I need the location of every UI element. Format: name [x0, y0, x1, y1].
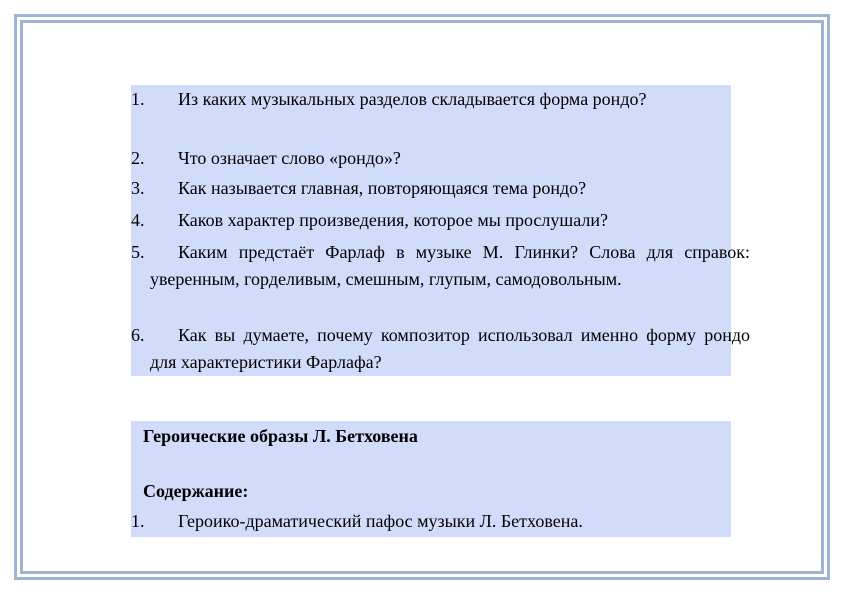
- list-item-text: Как называется главная, повторяющаяся тема рондо?: [178, 178, 587, 198]
- list-item-text: Из каких музыкальных разделов складывается форма рондо?: [178, 89, 647, 109]
- list-item-number: 2.: [131, 148, 145, 168]
- list-item-text: Как вы думаете, почему композитор использовал именно форму рондо для характеристики Фарлафа?: [150, 325, 750, 372]
- questions-block: [131, 85, 750, 376]
- list-item-number: 6.: [131, 325, 145, 345]
- list-item-text: Героико-драматический пафос музыки Л. Бетховена.: [178, 511, 583, 531]
- beethoven-block: [131, 421, 731, 537]
- list-item-text: Что означает слово «рондо»?: [178, 148, 401, 168]
- list-item-number: 1.: [131, 511, 145, 531]
- list-item: [131, 207, 750, 234]
- list-item: [131, 322, 750, 376]
- list-item-number: 1.: [131, 89, 145, 109]
- list-item: [131, 86, 750, 113]
- list-item: [131, 145, 750, 172]
- list-item-text: Каким предстаёт Фарлаф в музыке М. Глинки? Слова для справок: уверенным, горделивым, смешным, глупым, самодовольным.: [150, 242, 750, 289]
- list-item-number: 5.: [131, 242, 145, 262]
- list-item-number: 3.: [131, 178, 145, 198]
- list-item-text: Каков характер произведения, которое мы прослушали?: [178, 210, 608, 230]
- list-item-number: 4.: [131, 210, 145, 230]
- content-label: Содержание:: [143, 481, 249, 501]
- list-item: [131, 239, 750, 293]
- section-title: Героические образы Л. Бетховена: [143, 426, 418, 446]
- list-item: [131, 175, 750, 202]
